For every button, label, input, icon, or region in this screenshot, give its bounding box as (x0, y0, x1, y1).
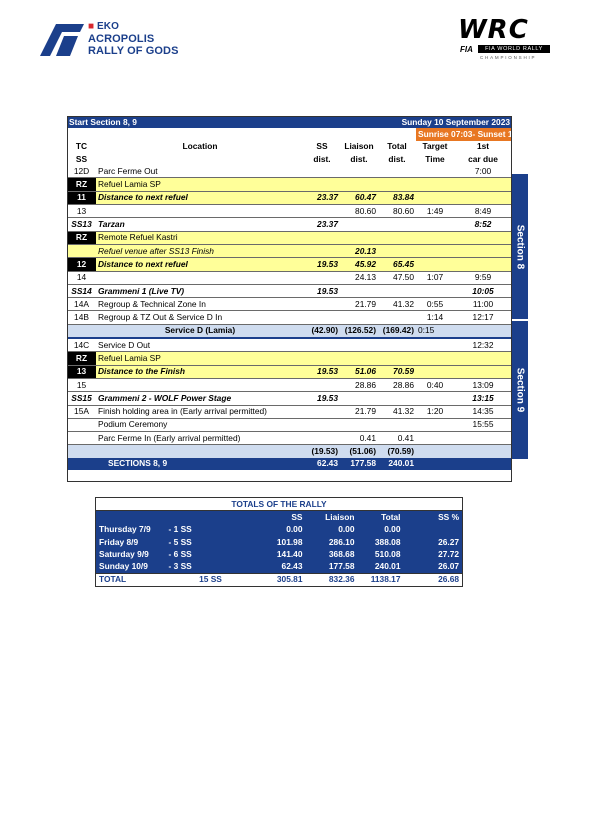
col-location-2 (96, 153, 304, 165)
cell-total: 41.32 (378, 405, 416, 418)
cell-ss: 19.53 (304, 365, 340, 378)
totals-cell-pct: 26.27 (404, 536, 463, 548)
cell-target (416, 231, 454, 244)
totals-row (96, 548, 463, 560)
cell-tc: 11 (67, 191, 96, 204)
cell-location: Parc Ferme In (Early arrival permitted) (96, 432, 304, 445)
col-ss-2: dist. (313, 153, 331, 164)
itinerary-row (67, 432, 512, 445)
cell-total: 65.45 (378, 258, 416, 271)
col-location: Location (182, 141, 218, 152)
cell-target (416, 352, 454, 365)
totals-cell-total: 388.08 (358, 536, 404, 548)
totals-head-spacer (96, 511, 256, 524)
cell-total: (169.42) (378, 324, 416, 338)
totals-title-row (96, 498, 463, 511)
totals-header-row (96, 511, 463, 524)
cell-due: 11:00 (454, 298, 512, 311)
cell-total (378, 178, 416, 191)
cell-due: 7:00 (474, 165, 492, 176)
cell-due: 13:09 (454, 378, 512, 391)
cell-total: 41.32 (378, 298, 416, 311)
itinerary-row (67, 284, 512, 297)
cell-tc: 14B (67, 311, 96, 324)
cell-liaison (340, 218, 378, 231)
cell-location: Distance to the Finish (96, 365, 304, 378)
col-total-2: dist. (388, 153, 406, 164)
cell-location: Finish holding area in (Early arrival permitted) (96, 405, 304, 418)
totals-cell-ss: 141.40 (256, 548, 306, 560)
cell-tc: 14 (67, 271, 96, 284)
cell-liaison (340, 231, 378, 244)
fia-text: FIA (460, 45, 473, 54)
cell-location: Grammeni 2 - WOLF Power Stage (96, 392, 304, 405)
totals-title: TOTALS OF THE RALLY (96, 498, 463, 511)
cell-liaison: 24.13 (340, 271, 378, 284)
itinerary-row (67, 298, 512, 311)
cell-due (454, 244, 512, 257)
cell-ss (304, 338, 340, 352)
cell-total: 0.41 (378, 432, 416, 445)
grand-cell-count: 15 SS (166, 573, 256, 586)
cell-target (416, 218, 454, 231)
cell-total (378, 231, 416, 244)
section-9-label: Section 9 (514, 367, 526, 413)
cell-location: Service D (Lamia) (96, 324, 304, 338)
cell-ss (304, 352, 340, 365)
cell-liaison (340, 392, 378, 405)
cell-tc: 14A (67, 298, 96, 311)
cell-target (416, 258, 454, 271)
cell-total (378, 244, 416, 257)
itinerary-row (67, 418, 512, 431)
cell-target (416, 191, 454, 204)
cell-ss (304, 165, 340, 178)
itinerary-row (67, 218, 512, 231)
cell-total (378, 352, 416, 365)
cell-due: 9:59 (454, 271, 512, 284)
cell-location: Podium Ceremony (96, 418, 304, 431)
sunrise-sunset: Sunrise 07:03- Sunset 19:43 (418, 128, 530, 139)
cell-target (416, 338, 454, 352)
cell-due: 8:52 (454, 218, 512, 231)
cell-tc: 15A (67, 405, 96, 418)
totals-grand-row (96, 573, 463, 586)
logo-line-2: RALLY OF GODS (88, 45, 179, 57)
cell-tc: RZ (67, 231, 96, 244)
cell-due (454, 231, 512, 244)
championship-text: CHAMPIONSHIP (480, 55, 537, 60)
rally-logo-icon (40, 24, 84, 56)
cell-liaison: 28.86 (340, 378, 378, 391)
cell-tc: SS13 (67, 218, 96, 231)
sections-ss: 62.43 (304, 458, 340, 470)
totals-cell-count: - 3 SS (166, 560, 256, 573)
itinerary-row (67, 405, 512, 418)
cell-location: Refuel venue after SS13 Finish (96, 244, 304, 257)
subtotal-spacer-3 (416, 445, 454, 458)
cell-ss (304, 311, 340, 324)
cell-total (378, 311, 416, 324)
cell-liaison: 0.41 (340, 432, 378, 445)
itinerary-row (67, 205, 512, 218)
cell-total: 28.86 (378, 378, 416, 391)
itinerary-date: Sunday 10 September 2023 (340, 116, 512, 128)
cell-target: 1:20 (416, 405, 454, 418)
cell-total (378, 392, 416, 405)
totals-cell-liaison: 368.68 (306, 548, 358, 560)
subtotal-row (67, 445, 512, 458)
col-total: Total (387, 141, 407, 152)
cell-ss (304, 432, 340, 445)
cell-liaison: 20.13 (340, 244, 378, 257)
cell-tc (67, 432, 96, 445)
totals-cell-total: 510.08 (358, 548, 404, 560)
cell-due: 13:15 (454, 392, 512, 405)
cell-liaison (340, 311, 378, 324)
cell-total: 47.50 (378, 271, 416, 284)
totals-cell-count: - 6 SS (166, 548, 256, 560)
totals-cell-day: Saturday 9/9 (96, 548, 166, 560)
cell-ss: 19.53 (304, 258, 340, 271)
sections-label: SECTIONS 8, 9 (96, 458, 304, 470)
totals-row (96, 524, 463, 536)
wrc-wordmark: WRC (458, 15, 529, 45)
cell-due (454, 352, 512, 365)
column-header-row-2 (67, 153, 512, 165)
cell-ss (304, 205, 340, 218)
totals-cell-ss: 101.98 (256, 536, 306, 548)
cell-liaison (340, 352, 378, 365)
cell-liaison (340, 418, 378, 431)
totals-cell-liaison: 177.58 (306, 560, 358, 573)
cell-due: 10:05 (454, 284, 512, 297)
cell-target: 1:07 (416, 271, 454, 284)
cell-due (454, 178, 512, 191)
totals-col-pct: SS % (404, 511, 463, 524)
col-tc: TC (75, 141, 88, 152)
cell-target (416, 178, 454, 191)
itinerary-row (67, 378, 512, 391)
cell-ss: (42.90) (304, 324, 340, 338)
subtotal-total: (70.59) (378, 445, 416, 458)
sections-liaison: 177.58 (340, 458, 378, 470)
col-tc-2: SS (75, 153, 88, 164)
totals-cell-day: Thursday 7/9 (96, 524, 166, 536)
col-target: Target (422, 141, 448, 152)
subtotal-liaison: (51.06) (340, 445, 378, 458)
itinerary-header-row (67, 116, 512, 128)
col-first: 1st (476, 141, 490, 152)
sun-spacer (67, 128, 416, 140)
grand-cell-liaison: 832.36 (306, 573, 358, 586)
cell-location: Distance to next refuel (96, 191, 304, 204)
grand-cell-ss: 305.81 (256, 573, 306, 586)
cell-ss (304, 405, 340, 418)
cell-tc (67, 418, 96, 431)
cell-target (416, 392, 454, 405)
subtotal-spacer-4 (454, 445, 512, 458)
cell-liaison: 45.92 (340, 258, 378, 271)
section-9-tab (512, 321, 528, 459)
eko-text: EKO (97, 21, 120, 32)
cell-location: Regroup & TZ Out & Service D In (96, 311, 304, 324)
cell-tc: RZ (67, 352, 96, 365)
cell-target (416, 244, 454, 257)
totals-cell-count: - 1 SS (166, 524, 256, 536)
cell-ss (304, 244, 340, 257)
cell-tc: RZ (67, 178, 96, 191)
cell-tc: SS15 (67, 392, 96, 405)
cell-total: 83.84 (378, 191, 416, 204)
cell-location: Refuel Lamia SP (96, 178, 304, 191)
cell-ss: 23.37 (304, 218, 340, 231)
col-liaison: Liaison (344, 141, 374, 152)
cell-tc: 14C (67, 338, 96, 352)
totals-row (96, 536, 463, 548)
totals-cell-pct (404, 524, 463, 536)
itinerary-row (67, 178, 512, 191)
cell-target: 1:14 (416, 311, 454, 324)
itinerary-row (67, 244, 512, 257)
itinerary-row (67, 365, 512, 378)
subtotal-spacer-2 (96, 445, 304, 458)
sections-spacer-3 (454, 458, 512, 470)
cell-total (378, 418, 416, 431)
cell-liaison: (126.52) (340, 324, 378, 338)
cell-location: Tarzan (96, 218, 304, 231)
col-ss: SS (316, 141, 328, 152)
subtotal-ss: (19.53) (304, 445, 340, 458)
cell-target (416, 365, 454, 378)
itinerary-row (67, 311, 512, 324)
cell-liaison (340, 178, 378, 191)
cell-liaison (340, 284, 378, 297)
cell-due (454, 432, 512, 445)
itinerary-row (67, 392, 512, 405)
section-8-label: Section 8 (514, 224, 526, 269)
totals-cell-pct: 27.72 (404, 548, 463, 560)
cell-location: Service D Out (96, 338, 304, 352)
section-8-tab (512, 174, 528, 319)
sections-total: 240.01 (378, 458, 416, 470)
totals-cell-pct: 26.07 (404, 560, 463, 573)
itinerary-row (67, 258, 512, 271)
cell-liaison: 80.60 (340, 205, 378, 218)
cell-tc (67, 244, 96, 257)
totals-cell-day: Sunday 10/9 (96, 560, 166, 573)
cell-tc: SS14 (67, 284, 96, 297)
cell-liaison: 21.79 (340, 298, 378, 311)
cell-location (96, 205, 304, 218)
cell-total (378, 165, 416, 178)
cell-total (378, 284, 416, 297)
col-liaison-2: dist. (350, 153, 368, 164)
cell-tc: 15 (67, 378, 96, 391)
cell-liaison: 60.47 (340, 191, 378, 204)
wrc-logo (458, 15, 558, 62)
totals-col-liaison: Liaison (306, 511, 358, 524)
itinerary-row (67, 165, 512, 178)
col-target-2: Time (425, 153, 445, 164)
cell-ss: 23.37 (304, 191, 340, 204)
cell-ss (304, 178, 340, 191)
cell-due: 8:49 (454, 205, 512, 218)
itinerary-row (67, 338, 512, 352)
logo-line-1: ACROPOLIS (88, 33, 155, 45)
cell-location: Parc Ferme Out (98, 165, 158, 176)
cell-total: 80.60 (378, 205, 416, 218)
cell-target (416, 418, 454, 431)
cell-ss (304, 378, 340, 391)
cell-tc: 12D (73, 165, 90, 176)
cell-liaison (340, 165, 378, 178)
totals-cell-total: 0.00 (358, 524, 404, 536)
cell-tc: 13 (67, 205, 96, 218)
cell-due (454, 365, 512, 378)
sections-spacer (67, 458, 96, 470)
cell-location: Remote Refuel Kastri (96, 231, 304, 244)
rally-totals-table (95, 497, 463, 587)
totals-row (96, 560, 463, 573)
subtotal-spacer-1 (67, 445, 96, 458)
cell-liaison (340, 338, 378, 352)
cell-tc: 13 (67, 365, 96, 378)
grand-cell-total: 1138.17 (358, 573, 404, 586)
cell-due: 12:17 (454, 311, 512, 324)
totals-col-ss: SS (256, 511, 306, 524)
totals-col-total: Total (358, 511, 404, 524)
cell-due: 15:55 (454, 418, 512, 431)
cell-due (454, 324, 512, 338)
fia-world-rally-bar: FIA WORLD RALLY (478, 45, 550, 53)
column-header-row-1 (67, 141, 512, 153)
itinerary-row (67, 231, 512, 244)
cell-target (416, 165, 454, 178)
cell-tc (67, 324, 96, 338)
totals-cell-day: Friday 8/9 (96, 536, 166, 548)
sections-total-row (67, 458, 512, 470)
cell-target: 0:15 (416, 324, 454, 338)
cell-location: Distance to next refuel (96, 258, 304, 271)
cell-ss (304, 418, 340, 431)
cell-ss (304, 271, 340, 284)
eko-brand: ■ EKO (88, 21, 120, 32)
cell-location: Refuel Lamia SP (96, 352, 304, 365)
col-first-2: car due (468, 153, 498, 164)
cell-liaison: 51.06 (340, 365, 378, 378)
cell-ss: 19.53 (304, 284, 340, 297)
cell-due (454, 191, 512, 204)
totals-cell-liaison: 286.10 (306, 536, 358, 548)
itinerary-row (67, 191, 512, 204)
itinerary-row (67, 271, 512, 284)
cell-location: Regroup & Technical Zone In (96, 298, 304, 311)
section-title: Start Section 8, 9 (67, 116, 340, 128)
itinerary-row (67, 324, 512, 338)
sun-row (67, 128, 512, 140)
cell-ss (304, 231, 340, 244)
cell-ss (304, 298, 340, 311)
acropolis-rally-logo (40, 20, 190, 60)
cell-total (378, 218, 416, 231)
grand-cell-label: TOTAL (96, 573, 166, 586)
cell-tc: 12 (67, 258, 96, 271)
cell-target (416, 284, 454, 297)
cell-ss: 19.53 (304, 392, 340, 405)
grand-cell-pct: 26.68 (404, 573, 463, 586)
totals-cell-ss: 62.43 (256, 560, 306, 573)
cell-target: 0:40 (416, 378, 454, 391)
cell-due (454, 258, 512, 271)
itinerary-row (67, 352, 512, 365)
cell-due: 14:35 (454, 405, 512, 418)
cell-location: Grammeni 1 (Live TV) (96, 284, 304, 297)
cell-target (416, 432, 454, 445)
cell-target: 1:49 (416, 205, 454, 218)
sections-spacer-2 (416, 458, 454, 470)
cell-total: 70.59 (378, 365, 416, 378)
cell-total (378, 338, 416, 352)
totals-cell-total: 240.01 (358, 560, 404, 573)
totals-cell-count: - 5 SS (166, 536, 256, 548)
cell-location (96, 378, 304, 391)
cell-location (96, 271, 304, 284)
totals-cell-liaison: 0.00 (306, 524, 358, 536)
cell-liaison: 21.79 (340, 405, 378, 418)
cell-target: 0:55 (416, 298, 454, 311)
cell-due: 12:32 (454, 338, 512, 352)
totals-cell-ss: 0.00 (256, 524, 306, 536)
